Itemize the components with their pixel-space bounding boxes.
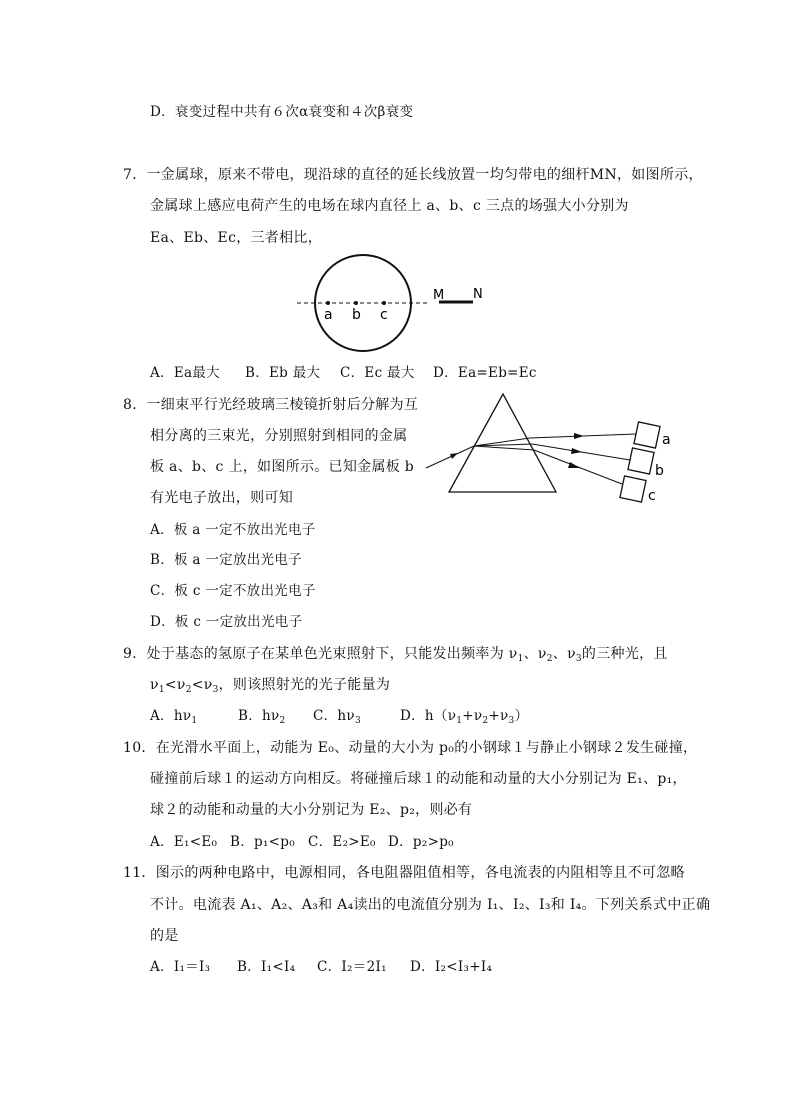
label-n: N — [473, 287, 483, 302]
plate-a — [634, 422, 660, 448]
q10-option-b: B．p₁<p₀ — [230, 834, 295, 850]
q10-stem-line2: 碰撞前后球１的运动方向相反。将碰撞后球１的动能和动量的大小分别记为 E₁、p₁， — [150, 771, 687, 787]
arrow-a — [574, 433, 584, 439]
point-a-dot — [326, 301, 330, 305]
plate-b — [628, 448, 654, 474]
q10-option-c: C．E₂>E₀ — [308, 834, 376, 850]
q10-option-a: A．E₁<E₀ — [150, 834, 218, 850]
q11-stem-line1: 11．图示的两种电路中，电源相同，各电阻器阻值相等，各电流表的内阻相等且不可忽略 — [123, 865, 685, 881]
q11-stem-line3: 的是 — [150, 928, 179, 944]
q8-option-c: C．板 c 一定不放出光电子 — [150, 583, 316, 599]
q7-stem-line1: 7．一金属球，原来不带电，现沿球的直径的延长线放置一均匀带电的细杆MN，如图所示， — [123, 167, 703, 183]
label-c: c — [380, 307, 388, 323]
q7-option-c: C．Ec 最大 — [340, 365, 415, 381]
q11-option-b: B．I₁<I₄ — [237, 959, 296, 975]
q10-stem-line1: 10．在光滑水平面上，动能为 E₀、动量的大小为 p₀的小钢球１与静止小钢球２发生碰撞， — [123, 740, 698, 756]
q8-stem-line3: 板 a、b、c 上，如图所示。已知金属板 b — [150, 459, 415, 475]
q9-option-a: A．$h\nu_1$ — [150, 708, 198, 726]
q7-stem-line3: Ea、Eb、Ec，三者相比， — [150, 230, 323, 246]
arrow-c — [568, 462, 580, 468]
q9-option-d: D．$h(\nu_1+\nu_2+\nu_3)$ — [400, 708, 529, 726]
q8-stem-line2: 相分离的三束光，分别照射到相同的金属 — [150, 428, 408, 444]
label-a: a — [324, 307, 333, 323]
arrow-b — [571, 448, 582, 454]
q11-option-a: A．I₁＝I₃ — [150, 959, 211, 975]
q7-option-b: B．Eb 最大 — [245, 365, 321, 381]
incident-beam — [426, 446, 474, 468]
q10-option-d: D．p₂>p₀ — [388, 834, 454, 850]
q7-option-d: D．Ea=Eb=Ec — [433, 365, 537, 381]
q7-option-a: A．Ea最大 — [150, 365, 220, 381]
q9-option-b: B．$h\nu_2$ — [238, 708, 286, 726]
q8-option-b: B．板 a 一定放出光电子 — [150, 552, 302, 568]
q8-figure-prism — [422, 388, 680, 510]
q8-stem-line1: 8．一细束平行光经玻璃三棱镜折射后分解为互 — [123, 397, 419, 413]
plate-label-b: b — [655, 463, 664, 479]
glass-prism — [449, 394, 556, 492]
q9-stem-line2: $\nu_1<\nu_2<\nu_3$，则该照射光的光子能量为 — [150, 677, 391, 695]
plate-c — [620, 476, 646, 502]
q11-stem-line2: 不计。电流表 A₁、A₂、A₃和 A₄读出的电流值分别为 I₁、I₂、I₃和 I₄。下列关系式中正确 — [150, 897, 711, 913]
q6-option-d: D．衰变过程中共有６次α衰变和４次β衰变 — [150, 104, 414, 120]
q11-option-c: C．I₂＝2I₁ — [317, 959, 387, 975]
point-c-dot — [382, 301, 386, 305]
q8-option-a: A．板 a 一定不放出光电子 — [150, 522, 316, 538]
q8-stem-line4: 有光电子放出，则可知 — [150, 490, 293, 506]
label-m: M — [433, 288, 445, 303]
point-b-dot — [354, 301, 358, 305]
plate-label-c: c — [648, 488, 656, 504]
q11-option-d: D．I₂<I₃+I₄ — [410, 959, 493, 975]
q9-option-c: C．$h\nu_3$ — [313, 708, 361, 726]
q9-stem-line1: 9．处于基态的氢原子在某单色光束照射下，只能发出频率为 $\nu_1$、$\nu_2$、$\nu_3$的三种光，且 — [123, 646, 668, 664]
incident-arrow — [450, 453, 458, 459]
q7-stem-line2: 金属球上感应电荷产生的电场在球内直径上 a、b、c 三点的场强大小分别为 — [150, 198, 629, 214]
q7-figure-sphere-rod — [295, 252, 495, 358]
q10-stem-line3: 球２的动能和动量的大小分别记为 E₂、p₂，则必有 — [150, 802, 473, 818]
label-b: b — [352, 307, 361, 323]
q8-option-d: D．板 c 一定放出光电子 — [150, 614, 303, 630]
plate-label-a: a — [662, 432, 671, 448]
